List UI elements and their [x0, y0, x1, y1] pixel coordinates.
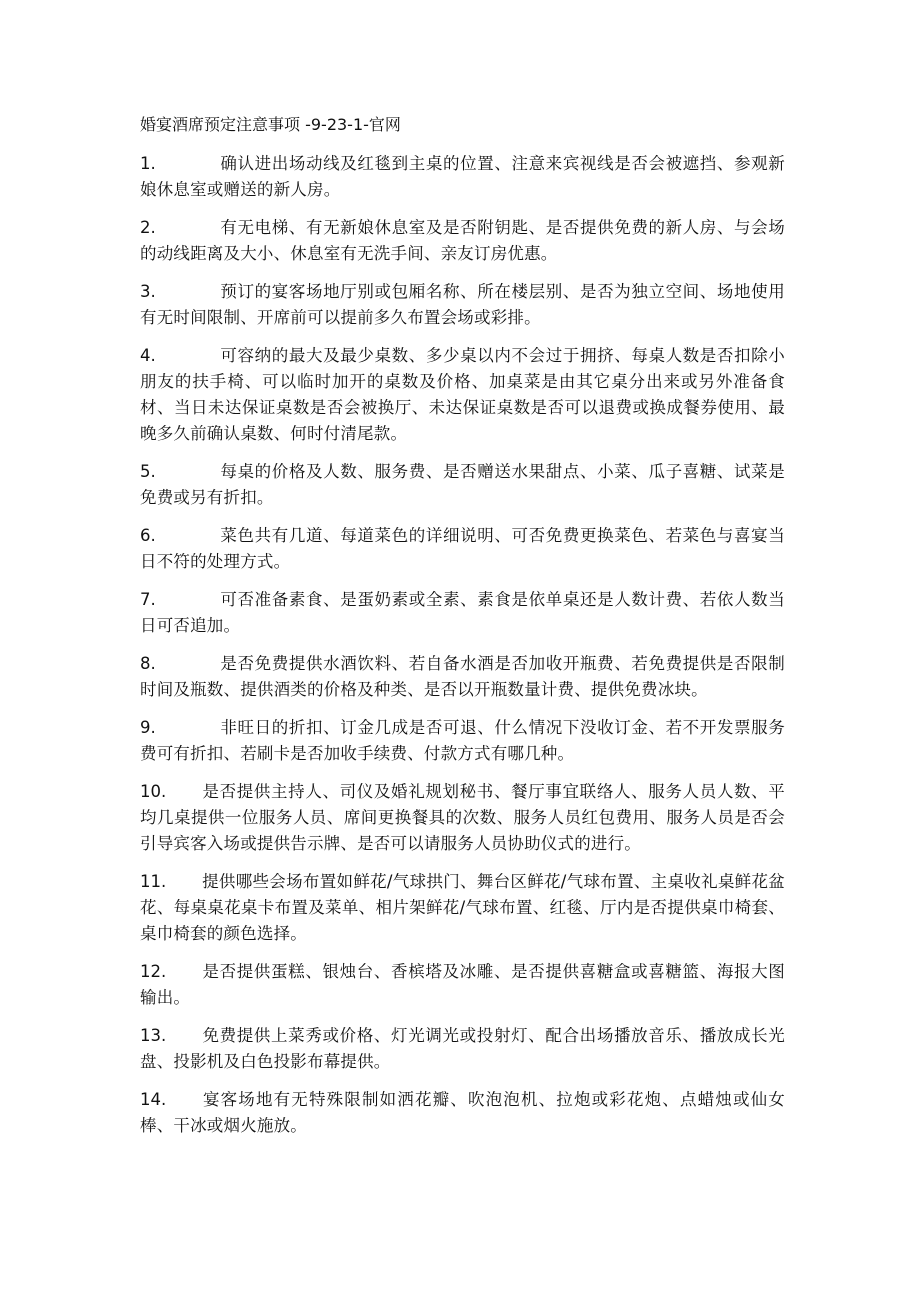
- list-item: [140, 151, 785, 203]
- list-item: [140, 587, 785, 639]
- document-body: [140, 112, 785, 1151]
- item-text: 是否提供主持人、司仪及婚礼规划秘书、餐厅事宜联络人、服务人员人数、平均几桌提供一位服务人员、席间更换餐具的次数、服务人员红包费用、服务人员是否会引导宾客入场或提供告示牌、是否可以请服务人员协助仪式的进行。: [140, 782, 785, 853]
- document-title: 婚宴酒席预定注意事项 -9-23-1-官网: [140, 115, 401, 134]
- item-number: 4.: [140, 346, 156, 365]
- item-text: 非旺日的折扣、订金几成是否可退、什么情况下没收订金、若不开发票服务费可有折扣、若刷卡是否加收手续费、付款方式有哪几种。: [140, 718, 785, 763]
- item-text: 确认进出场动线及红毯到主桌的位置、注意来宾视线是否会被遮挡、参观新娘休息室或赠送的新人房。: [140, 154, 785, 199]
- item-text: 提供哪些会场布置如鲜花/气球拱门、舞台区鲜花/气球布置、主桌收礼桌鲜花盆花、每桌桌花桌卡布置及菜单、相片架鲜花/气球布置、红毯、厅内是否提供桌巾椅套、桌巾椅套的颜色选择。: [140, 872, 785, 943]
- item-text: 每桌的价格及人数、服务费、是否赠送水果甜点、小菜、瓜子喜糖、试菜是免费或另有折扣。: [140, 462, 785, 507]
- list-item: [140, 1023, 785, 1075]
- list-item: [140, 959, 785, 1011]
- item-text: 可容纳的最大及最少桌数、多少桌以内不会过于拥挤、每桌人数是否扣除小朋友的扶手椅、可以临时加开的桌数及价格、加桌菜是由其它桌分出来或另外准备食材、当日未达保证桌数是否会被换厅、未达保证桌数是否可以退费或换成餐券使用、最晚多久前确认桌数、何时付清尾款。: [140, 346, 785, 443]
- item-number: 13.: [140, 1026, 167, 1045]
- item-text: 有无电梯、有无新娘休息室及是否附钥匙、是否提供免费的新人房、与会场的动线距离及大小、休息室有无洗手间、亲友订房优惠。: [140, 218, 785, 263]
- list-item: [140, 523, 785, 575]
- list-item: [140, 779, 785, 857]
- item-text: 菜色共有几道、每道菜色的详细说明、可否免费更换菜色、若菜色与喜宴当日不符的处理方式。: [140, 526, 785, 571]
- list-item: [140, 869, 785, 947]
- item-text: 可否准备素食、是蛋奶素或全素、素食是依单桌还是人数计费、若依人数当日可否追加。: [140, 590, 785, 635]
- item-text: 是否提供蛋糕、银烛台、香槟塔及冰雕、是否提供喜糖盒或喜糖篮、海报大图输出。: [140, 962, 785, 1007]
- item-number: 12.: [140, 962, 167, 981]
- item-text: 免费提供上菜秀或价格、灯光调光或投射灯、配合出场播放音乐、播放成长光盘、投影机及白色投影布幕提供。: [140, 1026, 785, 1071]
- item-number: 1.: [140, 154, 156, 173]
- list-item: [140, 343, 785, 447]
- item-number: 7.: [140, 590, 156, 609]
- item-number: 5.: [140, 462, 156, 481]
- list-item: [140, 651, 785, 703]
- item-number: 8.: [140, 654, 156, 673]
- list-item: [140, 279, 785, 331]
- item-number: 3.: [140, 282, 156, 301]
- item-text: 是否免费提供水酒饮料、若自备水酒是否加收开瓶费、若免费提供是否限制时间及瓶数、提供酒类的价格及种类、是否以开瓶数量计费、提供免费冰块。: [140, 654, 785, 699]
- item-text: 宴客场地有无特殊限制如洒花瓣、吹泡泡机、拉炮或彩花炮、点蜡烛或仙女棒、干冰或烟火施放。: [140, 1090, 785, 1135]
- item-number: 10.: [140, 782, 167, 801]
- list-item: [140, 459, 785, 511]
- item-number: 14.: [140, 1090, 167, 1109]
- item-text: 预订的宴客场地厅别或包厢名称、所在楼层别、是否为独立空间、场地使用有无时间限制、开席前可以提前多久布置会场或彩排。: [140, 282, 785, 327]
- item-number: 9.: [140, 718, 156, 737]
- item-number: 11.: [140, 872, 167, 891]
- item-number: 6.: [140, 526, 156, 545]
- list-item: [140, 1087, 785, 1139]
- list-item: [140, 715, 785, 767]
- item-number: 2.: [140, 218, 156, 237]
- list-item: [140, 215, 785, 267]
